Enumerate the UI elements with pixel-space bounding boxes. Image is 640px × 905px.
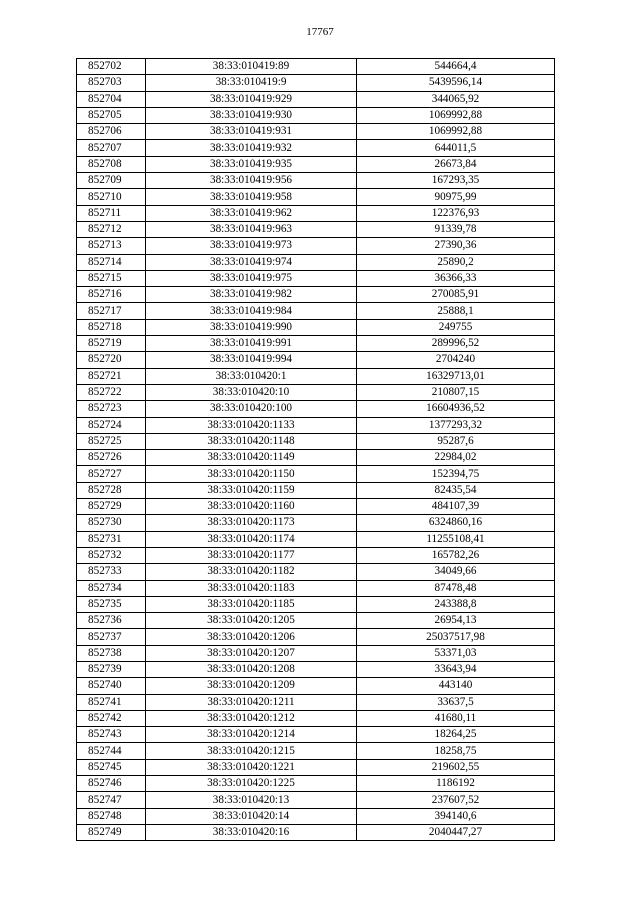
cadastral-number-cell: 38:33:010419:975 xyxy=(146,270,357,286)
cadastral-number-cell: 38:33:010420:1133 xyxy=(146,417,357,433)
value-cell: 210807,15 xyxy=(357,384,555,400)
table-row xyxy=(77,287,555,303)
value-cell: 41680,11 xyxy=(357,710,555,726)
value-cell: 644011,5 xyxy=(357,140,555,156)
value-cell: 1186192 xyxy=(357,776,555,792)
table-row xyxy=(77,450,555,466)
row-id-cell: 852728 xyxy=(77,482,146,498)
value-cell: 33643,94 xyxy=(357,661,555,677)
data-table xyxy=(76,58,555,841)
table-row xyxy=(77,596,555,612)
value-cell: 344065,92 xyxy=(357,91,555,107)
table-row xyxy=(77,319,555,335)
value-cell: 1377293,32 xyxy=(357,417,555,433)
value-cell: 25890,2 xyxy=(357,254,555,270)
row-id-cell: 852711 xyxy=(77,205,146,221)
value-cell: 1069992,88 xyxy=(357,107,555,123)
row-id-cell: 852718 xyxy=(77,319,146,335)
row-id-cell: 852727 xyxy=(77,466,146,482)
row-id-cell: 852745 xyxy=(77,759,146,775)
row-id-cell: 852706 xyxy=(77,124,146,140)
table-row xyxy=(77,91,555,107)
table-row xyxy=(77,710,555,726)
cadastral-number-cell: 38:33:010420:1207 xyxy=(146,645,357,661)
cadastral-number-cell: 38:33:010420:1 xyxy=(146,368,357,384)
cadastral-number-cell: 38:33:010419:994 xyxy=(146,352,357,368)
value-cell: 289996,52 xyxy=(357,336,555,352)
table-row xyxy=(77,466,555,482)
table-row xyxy=(77,336,555,352)
cadastral-number-cell: 38:33:010420:1214 xyxy=(146,727,357,743)
cadastral-number-cell: 38:33:010420:100 xyxy=(146,401,357,417)
table-row xyxy=(77,482,555,498)
row-id-cell: 852739 xyxy=(77,661,146,677)
cadastral-number-cell: 38:33:010419:990 xyxy=(146,319,357,335)
value-cell: 26954,13 xyxy=(357,613,555,629)
cadastral-number-cell: 38:33:010420:1208 xyxy=(146,661,357,677)
table-row xyxy=(77,792,555,808)
table-row xyxy=(77,352,555,368)
value-cell: 18264,25 xyxy=(357,727,555,743)
table-row xyxy=(77,499,555,515)
table-body xyxy=(77,59,555,841)
table-row xyxy=(77,189,555,205)
cadastral-number-cell: 38:33:010419:930 xyxy=(146,107,357,123)
table-row xyxy=(77,433,555,449)
row-id-cell: 852724 xyxy=(77,417,146,433)
cadastral-number-cell: 38:33:010419:974 xyxy=(146,254,357,270)
value-cell: 16604936,52 xyxy=(357,401,555,417)
row-id-cell: 852719 xyxy=(77,336,146,352)
row-id-cell: 852722 xyxy=(77,384,146,400)
cadastral-number-cell: 38:33:010419:958 xyxy=(146,189,357,205)
cadastral-number-cell: 38:33:010419:935 xyxy=(146,156,357,172)
row-id-cell: 852709 xyxy=(77,173,146,189)
row-id-cell: 852730 xyxy=(77,515,146,531)
cadastral-number-cell: 38:33:010420:1206 xyxy=(146,629,357,645)
value-cell: 53371,03 xyxy=(357,645,555,661)
value-cell: 25037517,98 xyxy=(357,629,555,645)
cadastral-number-cell: 38:33:010420:1148 xyxy=(146,433,357,449)
row-id-cell: 852737 xyxy=(77,629,146,645)
cadastral-number-cell: 38:33:010420:1174 xyxy=(146,531,357,547)
row-id-cell: 852741 xyxy=(77,694,146,710)
cadastral-number-cell: 38:33:010419:984 xyxy=(146,303,357,319)
cadastral-number-cell: 38:33:010420:1212 xyxy=(146,710,357,726)
value-cell: 484107,39 xyxy=(357,499,555,515)
cadastral-number-cell: 38:33:010419:956 xyxy=(146,173,357,189)
cadastral-number-cell: 38:33:010420:10 xyxy=(146,384,357,400)
cadastral-number-cell: 38:33:010419:932 xyxy=(146,140,357,156)
cadastral-number-cell: 38:33:010420:1185 xyxy=(146,596,357,612)
row-id-cell: 852713 xyxy=(77,238,146,254)
value-cell: 95287,6 xyxy=(357,433,555,449)
row-id-cell: 852725 xyxy=(77,433,146,449)
table-row xyxy=(77,661,555,677)
value-cell: 91339,78 xyxy=(357,221,555,237)
table-row xyxy=(77,59,555,75)
value-cell: 27390,36 xyxy=(357,238,555,254)
cadastral-number-cell: 38:33:010419:962 xyxy=(146,205,357,221)
value-cell: 443140 xyxy=(357,678,555,694)
value-cell: 167293,35 xyxy=(357,173,555,189)
value-cell: 6324860,16 xyxy=(357,515,555,531)
value-cell: 18258,75 xyxy=(357,743,555,759)
row-id-cell: 852714 xyxy=(77,254,146,270)
cadastral-number-cell: 38:33:010420:1209 xyxy=(146,678,357,694)
value-cell: 34049,66 xyxy=(357,564,555,580)
value-cell: 237607,52 xyxy=(357,792,555,808)
table-row xyxy=(77,678,555,694)
table-row xyxy=(77,564,555,580)
row-id-cell: 852749 xyxy=(77,824,146,840)
row-id-cell: 852708 xyxy=(77,156,146,172)
cadastral-number-cell: 38:33:010420:1183 xyxy=(146,580,357,596)
value-cell: 152394,75 xyxy=(357,466,555,482)
page-number: 17767 xyxy=(306,26,334,38)
cadastral-number-cell: 38:33:010419:991 xyxy=(146,336,357,352)
cadastral-number-cell: 38:33:010420:1225 xyxy=(146,776,357,792)
row-id-cell: 852746 xyxy=(77,776,146,792)
table-row xyxy=(77,368,555,384)
row-id-cell: 852723 xyxy=(77,401,146,417)
value-cell: 394140,6 xyxy=(357,808,555,824)
cadastral-number-cell: 38:33:010420:1182 xyxy=(146,564,357,580)
cadastral-number-cell: 38:33:010420:1150 xyxy=(146,466,357,482)
row-id-cell: 852729 xyxy=(77,499,146,515)
row-id-cell: 852726 xyxy=(77,450,146,466)
cadastral-number-cell: 38:33:010420:13 xyxy=(146,792,357,808)
row-id-cell: 852705 xyxy=(77,107,146,123)
cadastral-number-cell: 38:33:010420:1211 xyxy=(146,694,357,710)
table-row xyxy=(77,580,555,596)
table-row xyxy=(77,156,555,172)
row-id-cell: 852716 xyxy=(77,287,146,303)
cadastral-number-cell: 38:33:010420:1173 xyxy=(146,515,357,531)
table-row xyxy=(77,547,555,563)
value-cell: 219602,55 xyxy=(357,759,555,775)
cadastral-number-cell: 38:33:010420:1149 xyxy=(146,450,357,466)
value-cell: 270085,91 xyxy=(357,287,555,303)
row-id-cell: 852743 xyxy=(77,727,146,743)
row-id-cell: 852721 xyxy=(77,368,146,384)
row-id-cell: 852735 xyxy=(77,596,146,612)
table-row xyxy=(77,238,555,254)
cadastral-number-cell: 38:33:010419:929 xyxy=(146,91,357,107)
cadastral-number-cell: 38:33:010419:89 xyxy=(146,59,357,75)
table-row xyxy=(77,173,555,189)
row-id-cell: 852736 xyxy=(77,613,146,629)
cadastral-number-cell: 38:33:010419:973 xyxy=(146,238,357,254)
row-id-cell: 852740 xyxy=(77,678,146,694)
cadastral-number-cell: 38:33:010420:1221 xyxy=(146,759,357,775)
table-row xyxy=(77,727,555,743)
value-cell: 165782,26 xyxy=(357,547,555,563)
row-id-cell: 852710 xyxy=(77,189,146,205)
row-id-cell: 852720 xyxy=(77,352,146,368)
table-row xyxy=(77,107,555,123)
table-row xyxy=(77,417,555,433)
table-row xyxy=(77,694,555,710)
value-cell: 122376,93 xyxy=(357,205,555,221)
table-row xyxy=(77,808,555,824)
value-cell: 2704240 xyxy=(357,352,555,368)
value-cell: 90975,99 xyxy=(357,189,555,205)
value-cell: 36366,33 xyxy=(357,270,555,286)
table-row xyxy=(77,75,555,91)
cadastral-number-cell: 38:33:010419:963 xyxy=(146,221,357,237)
table-row xyxy=(77,221,555,237)
value-cell: 11255108,41 xyxy=(357,531,555,547)
value-cell: 87478,48 xyxy=(357,580,555,596)
row-id-cell: 852717 xyxy=(77,303,146,319)
row-id-cell: 852742 xyxy=(77,710,146,726)
value-cell: 2040447,27 xyxy=(357,824,555,840)
cadastral-number-cell: 38:33:010420:1215 xyxy=(146,743,357,759)
row-id-cell: 852732 xyxy=(77,547,146,563)
value-cell: 249755 xyxy=(357,319,555,335)
table-row xyxy=(77,205,555,221)
row-id-cell: 852744 xyxy=(77,743,146,759)
cadastral-number-cell: 38:33:010419:931 xyxy=(146,124,357,140)
table-row xyxy=(77,759,555,775)
table-row xyxy=(77,645,555,661)
value-cell: 22984,02 xyxy=(357,450,555,466)
row-id-cell: 852734 xyxy=(77,580,146,596)
row-id-cell: 852738 xyxy=(77,645,146,661)
table-row xyxy=(77,531,555,547)
value-cell: 243388,8 xyxy=(357,596,555,612)
table-row xyxy=(77,629,555,645)
row-id-cell: 852731 xyxy=(77,531,146,547)
value-cell: 16329713,01 xyxy=(357,368,555,384)
cadastral-number-cell: 38:33:010420:16 xyxy=(146,824,357,840)
row-id-cell: 852733 xyxy=(77,564,146,580)
table-row xyxy=(77,254,555,270)
row-id-cell: 852715 xyxy=(77,270,146,286)
row-id-cell: 852707 xyxy=(77,140,146,156)
cadastral-number-cell: 38:33:010420:1177 xyxy=(146,547,357,563)
cadastral-number-cell: 38:33:010420:1160 xyxy=(146,499,357,515)
cadastral-number-cell: 38:33:010420:1159 xyxy=(146,482,357,498)
table-row xyxy=(77,776,555,792)
table-row xyxy=(77,515,555,531)
table-row xyxy=(77,303,555,319)
value-cell: 1069992,88 xyxy=(357,124,555,140)
value-cell: 33637,5 xyxy=(357,694,555,710)
row-id-cell: 852712 xyxy=(77,221,146,237)
table-row xyxy=(77,140,555,156)
value-cell: 25888,1 xyxy=(357,303,555,319)
value-cell: 26673,84 xyxy=(357,156,555,172)
row-id-cell: 852702 xyxy=(77,59,146,75)
table-row xyxy=(77,824,555,840)
row-id-cell: 852747 xyxy=(77,792,146,808)
cadastral-number-cell: 38:33:010420:1205 xyxy=(146,613,357,629)
value-cell: 82435,54 xyxy=(357,482,555,498)
row-id-cell: 852703 xyxy=(77,75,146,91)
value-cell: 544664,4 xyxy=(357,59,555,75)
cadastral-number-cell: 38:33:010420:14 xyxy=(146,808,357,824)
table-row xyxy=(77,743,555,759)
cadastral-number-cell: 38:33:010419:982 xyxy=(146,287,357,303)
table-row xyxy=(77,124,555,140)
cadastral-number-cell: 38:33:010419:9 xyxy=(146,75,357,91)
table-row xyxy=(77,384,555,400)
table-row xyxy=(77,270,555,286)
row-id-cell: 852704 xyxy=(77,91,146,107)
row-id-cell: 852748 xyxy=(77,808,146,824)
table-row xyxy=(77,613,555,629)
table-row xyxy=(77,401,555,417)
value-cell: 5439596,14 xyxy=(357,75,555,91)
